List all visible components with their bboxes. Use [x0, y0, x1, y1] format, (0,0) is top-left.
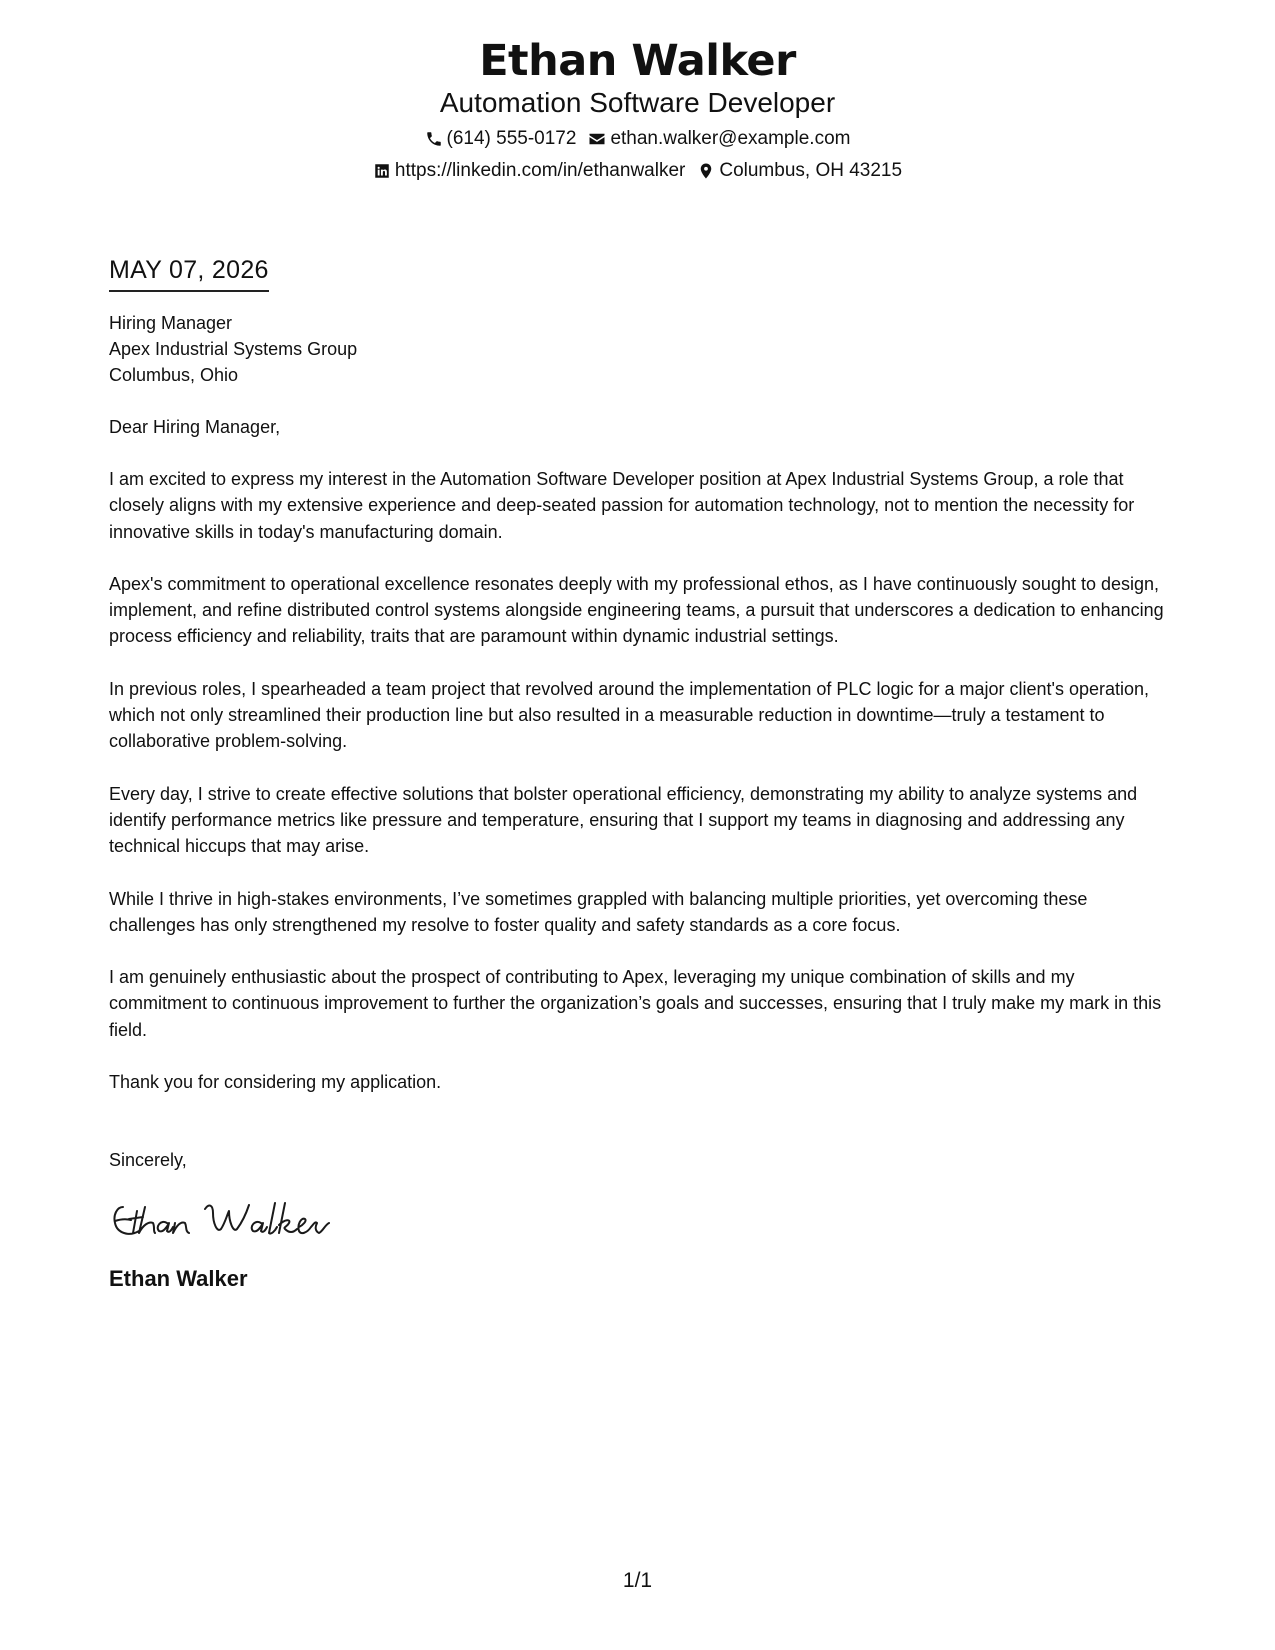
body-paragraph: In previous roles, I spearheaded a team project that revolved around the implementation of PLC logic for a major client's operation, which not only streamlined their production line but also resulted in a measurable reduction in downtime—truly a testament to collaborative problem-solving.: [109, 678, 1150, 752]
letter-body: [109, 254, 1169, 1293]
recipient-line: Columbus, Ohio: [109, 365, 239, 385]
salutation: Dear Hiring Manager,: [109, 417, 281, 437]
job-title: Automation Software Developer: [439, 87, 836, 118]
letter-date: MAY 07, 2026: [109, 256, 269, 284]
date-underline: [109, 254, 269, 292]
recipient-line: Apex Industrial Systems Group: [109, 339, 358, 359]
signer-name: Ethan Walker: [109, 1266, 248, 1292]
page-number: 1/1: [622, 1569, 653, 1592]
body-paragraph: Apex's commitment to operational excellence resonates deeply with my professional ethos, as I have continuously sought to design, implement, and refine distributed control systems alongside engineering teams, a pursuit that underscores a dedication to enhancing process efficiency and reliability, traits that are paramount within dynamic industrial settings.: [109, 573, 1164, 647]
recipient-line: Hiring Manager: [109, 313, 233, 333]
contact-line-2: [0, 159, 1275, 183]
phone-number: (614) 555-0172: [446, 128, 577, 149]
body-paragraph: I am genuinely enthusiastic about the prospect of contributing to Apex, leveraging my unique combination of skills and my commitment to continuous improvement to further the organization’s goals and successes, ensuring that I truly make my mark in this field.: [109, 967, 1162, 1040]
contact-linkedin[interactable]: [373, 159, 685, 183]
contact-location: [697, 159, 902, 183]
body-paragraph: While I thrive in high-stakes environments, I’ve sometimes grappled with balancing multiple priorities, yet overcoming these challenges has only strengthened my resolve to foster quality and safety standards as a core focus.: [109, 888, 1088, 935]
recipient-block: [109, 310, 1169, 388]
closing: Sincerely,: [109, 1150, 187, 1171]
body-paragraph: Every day, I strive to create effective solutions that bolster operational efficiency, demonstrating my ability to analyze systems and identify performance metrics like pressure and temperature, ensuring that I support my teams in diagnosing and addressing any technical hiccups that may arise.: [109, 783, 1138, 857]
body-paragraph: Thank you for considering my application.: [109, 1072, 442, 1093]
envelope-icon: [588, 130, 606, 148]
linkedin-url[interactable]: https://linkedin.com/in/ethanwalker: [394, 160, 686, 181]
body-paragraph: I am excited to express my interest in the Automation Software Developer position at Apex Industrial Systems Group, a role that closely aligns with my extensive experience and deep-seated passion for automation technology, not to mention the necessity for innovative skills in today's manufacturing domain.: [109, 469, 1135, 542]
contact-line-1: [0, 127, 1275, 151]
phone-icon: [425, 130, 443, 148]
location-text: Columbus, OH 43215: [719, 160, 903, 181]
map-pin-icon: [697, 162, 715, 180]
linkedin-icon: [373, 162, 391, 180]
email-address[interactable]: ethan.walker@example.com: [610, 128, 851, 149]
contact-email[interactable]: [588, 127, 850, 151]
handwritten-signature: [109, 1193, 1169, 1253]
contact-phone: [425, 127, 577, 151]
letter-header: [0, 36, 1275, 183]
applicant-name: Ethan Walker: [479, 36, 796, 86]
